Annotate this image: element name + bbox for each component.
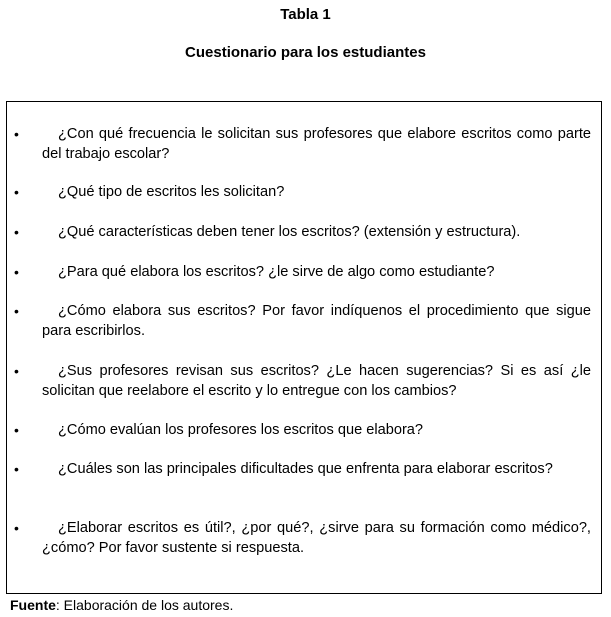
question-text: ¿Con qué frecuencia le solicitan sus profesores que elabore escritos como parte del trabajo escolar?: [42, 126, 591, 162]
question-item-9: [7, 518, 601, 558]
question-text: ¿Para qué elabora los escritos? ¿le sirve de algo como estudiante?: [58, 264, 495, 280]
question-item-5: [7, 301, 601, 341]
bullet-icon: •: [14, 422, 19, 438]
question-text: ¿Elaborar escritos es útil?, ¿por qué?, ¿sirve para su formación como médico?, ¿cómo? Por favor sustente si respuesta.: [42, 520, 591, 556]
question-item-8: [7, 459, 601, 479]
source-label: Fuente: [10, 597, 56, 613]
bullet-icon: •: [14, 461, 19, 477]
table-number: Tabla 1: [280, 6, 331, 23]
bullet-icon: •: [14, 126, 19, 142]
bullet-icon: •: [14, 363, 19, 379]
source-note: [10, 597, 233, 613]
question-item-2: [7, 182, 601, 202]
source-text: : Elaboración de los autores.: [55, 597, 234, 613]
question-item-3: [7, 222, 601, 242]
question-text: ¿Qué características deben tener los escritos? (extensión y estructura).: [58, 224, 521, 240]
question-item-6: [7, 361, 601, 401]
question-text: ¿Cómo elabora sus escritos? Por favor indíquenos el procedimiento que sigue para escribirlos.: [42, 303, 591, 339]
bullet-icon: •: [14, 264, 19, 280]
question-text: ¿Qué tipo de escritos les solicitan?: [58, 184, 285, 200]
bullet-icon: •: [14, 520, 19, 536]
question-text: ¿Cómo evalúan los profesores los escritos que elabora?: [58, 422, 424, 438]
question-item-7: [7, 420, 601, 440]
question-item-1: [7, 124, 601, 164]
questionnaire-box: [6, 101, 602, 594]
table-title: Cuestionario para los estudiantes: [185, 44, 426, 61]
question-text: ¿Cuáles son las principales dificultades que enfrenta para elaborar escritos?: [58, 461, 553, 477]
bullet-icon: •: [14, 303, 19, 319]
bullet-icon: •: [14, 184, 19, 200]
bullet-icon: •: [14, 224, 19, 240]
question-text: ¿Sus profesores revisan sus escritos? ¿Le hacen sugerencias? Si es así ¿le solicitan que reelabore el escrito y lo entregue con los cambios?: [42, 363, 591, 399]
question-item-4: [7, 262, 601, 282]
